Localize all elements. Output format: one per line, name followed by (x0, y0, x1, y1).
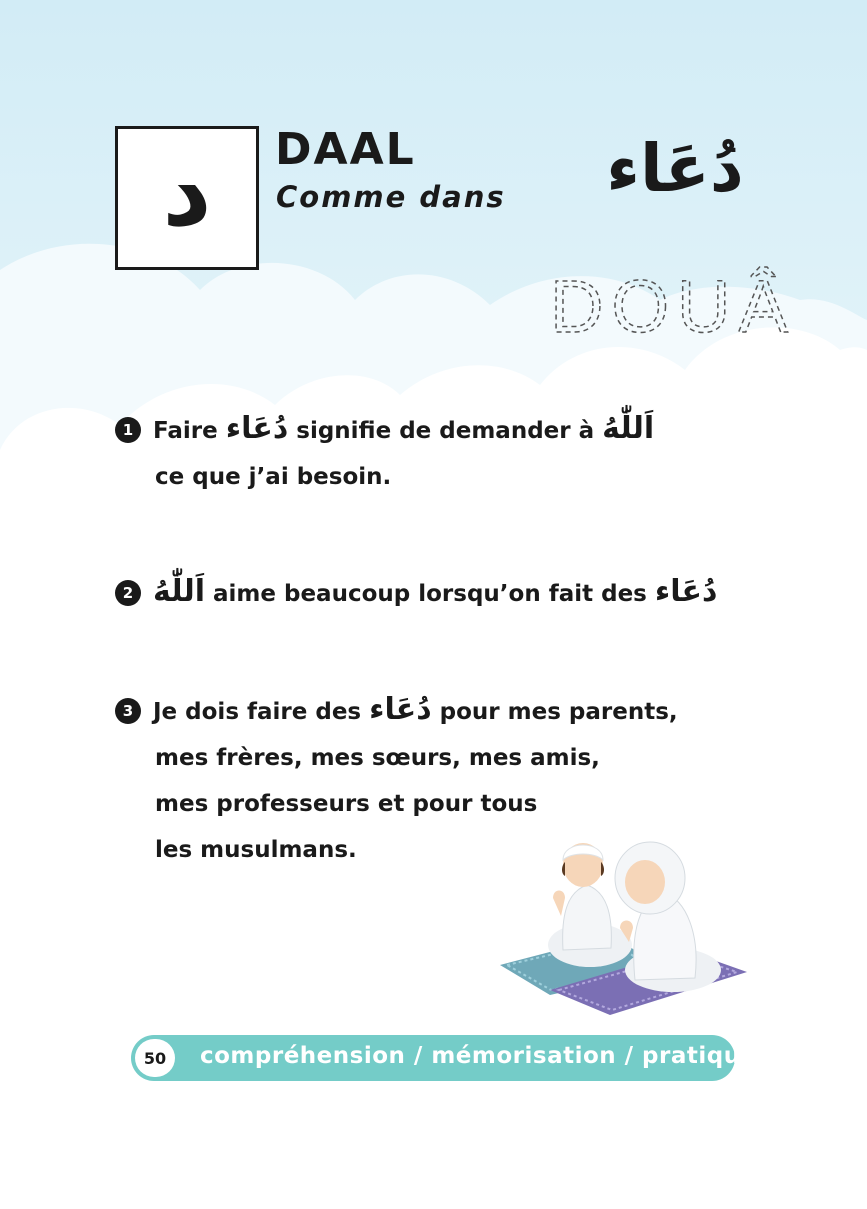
point-3-line-2: mes frères, mes sœurs, mes amis, (155, 745, 600, 771)
point-3-arabic-doua: دُعَاء (369, 692, 432, 727)
point-1 (115, 406, 654, 500)
transliteration-tracing-text (550, 256, 796, 348)
as-in-subtitle: Comme dans (276, 180, 506, 214)
point-2-arabic-doua: دُعَاء (654, 574, 718, 609)
page-number-badge: 50 (135, 1039, 175, 1077)
point-3-text-b: pour mes parents, (439, 699, 678, 725)
arabic-letter-glyph: د (162, 136, 212, 248)
point-2-text: aime beaucoup lorsqu’on fait des (213, 581, 647, 607)
point-3-line-4: les musulmans. (155, 837, 357, 863)
point-2 (115, 569, 717, 617)
point-2-arabic-allah: اَللّٰهُ (153, 574, 205, 609)
point-1-text-a: Faire (153, 418, 218, 444)
point-1-arabic-allah: اَللّٰهُ (602, 411, 655, 446)
point-3-line-3: mes professeurs et pour tous (155, 791, 538, 817)
transliteration-text: DOUÂ (550, 265, 796, 348)
letter-name-title: DAAL (275, 124, 416, 175)
point-2-number: 2 (115, 580, 141, 606)
point-1-arabic-doua: دُعَاء (225, 411, 289, 446)
point-1-line-2: ce que j’ai besoin. (155, 464, 392, 490)
example-word-arabic: دُعَاء (606, 130, 744, 207)
arabic-letter-box (115, 126, 259, 270)
footer-subtitle: compréhension / mémorisation / pratique (200, 1043, 757, 1069)
point-1-number: 1 (115, 417, 141, 443)
point-1-text-b: signifie de demander à (296, 418, 595, 444)
praying-children-illustration (495, 830, 750, 1020)
point-3-number: 3 (115, 698, 141, 724)
point-3-text-a: Je dois faire des (153, 699, 362, 725)
